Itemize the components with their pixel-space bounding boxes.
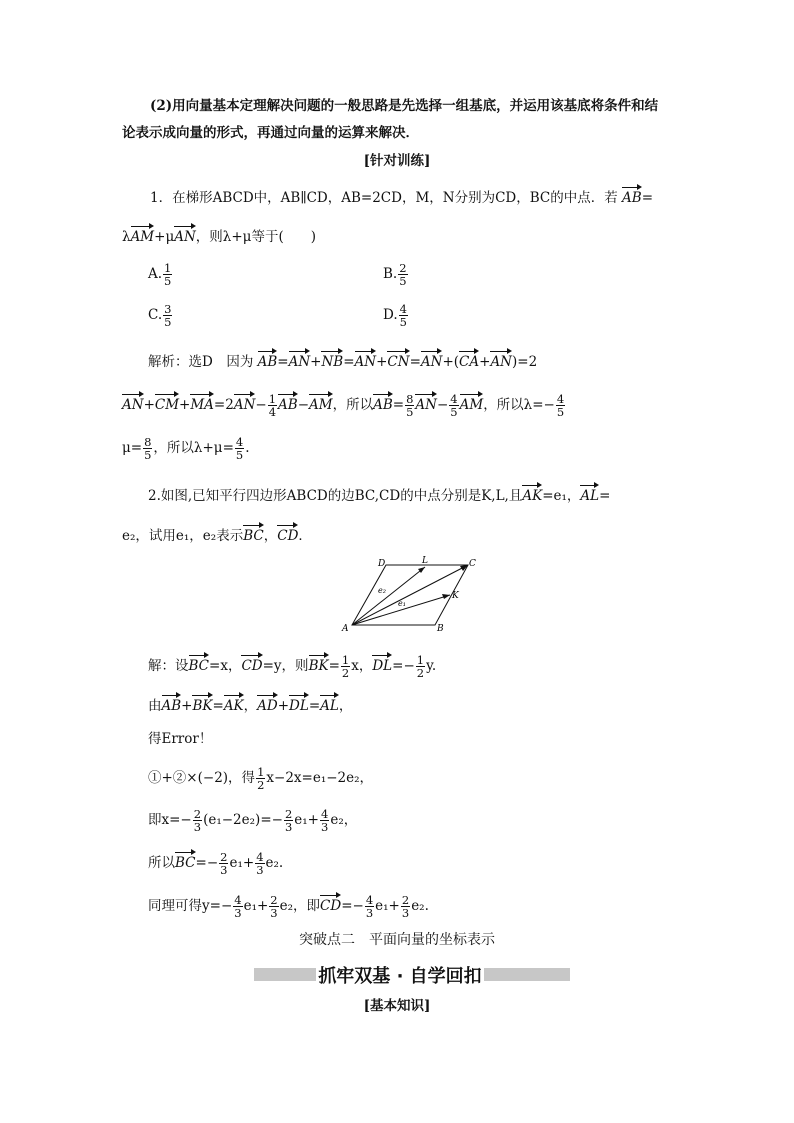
denominator: 3	[284, 820, 293, 835]
numerator: 1	[341, 653, 350, 667]
numerator: 2	[284, 807, 293, 821]
e1-plus: e₁+	[375, 898, 400, 915]
q1-text: 1．在梯形ABCD中，AB∥CD，AB=2CD，M，N分别为CD，BC的中点．若	[150, 190, 618, 206]
e2-dot: e₂.	[265, 855, 284, 872]
numerator: 2	[270, 893, 278, 907]
option-d-fraction	[399, 303, 408, 328]
vector-BK: BK	[309, 654, 329, 674]
vector-NB: NB	[321, 350, 343, 370]
numerator: 4	[234, 893, 242, 907]
banner-title: 抓牢双基 · 自学回扣	[318, 966, 482, 987]
option-a-fraction	[163, 262, 172, 287]
option-d[interactable]	[383, 303, 409, 328]
numerator: 4	[450, 392, 458, 406]
label-B: B	[437, 624, 444, 634]
denominator: 3	[220, 863, 228, 878]
fraction-1-2	[256, 766, 265, 791]
vector-BC: BC	[189, 654, 210, 674]
lambda: λ	[122, 229, 131, 245]
similarly-text: 同理可得y=−	[148, 898, 233, 915]
intro-line-1: (2)用向量基本定理解决问题的一般思路是先选择一组基底，并运用该基底将条件和结	[150, 98, 659, 114]
fraction-8-5	[405, 393, 414, 418]
denominator: 5	[164, 315, 172, 330]
q2-solution-line-4	[148, 766, 373, 791]
comma: ，	[263, 528, 278, 544]
denominator: 3	[365, 906, 374, 921]
numerator: 4	[556, 392, 565, 406]
banner-right-bar	[484, 968, 570, 981]
plus-sign: +	[179, 397, 191, 414]
numerator: 1	[416, 653, 425, 667]
q2-solution-line-1	[148, 654, 436, 679]
parallelogram-figure	[340, 555, 480, 637]
eq-y: =y，则	[262, 658, 309, 675]
denominator: 5	[406, 405, 414, 420]
fraction-2-3	[284, 808, 293, 833]
denominator: 5	[450, 405, 458, 420]
eq-sign: =	[308, 698, 321, 714]
eq-sign: =	[641, 190, 654, 206]
label-A: A	[342, 624, 349, 634]
open-paren: +(	[442, 354, 460, 370]
x-eq: 即x=−	[148, 812, 192, 829]
option-d-label: D.	[383, 307, 398, 324]
label-L: L	[422, 556, 428, 566]
q2-solution-line-2	[148, 694, 352, 714]
plus-mu: +μ	[154, 229, 175, 245]
fraction-8-5	[143, 436, 152, 461]
eq-e1: =e₁，	[542, 488, 581, 504]
q2-text-2: e₂，试用e₁，e₂表示	[122, 528, 244, 544]
arrowhead-e1	[442, 594, 450, 599]
plus-sign: +	[376, 354, 388, 370]
denominator: 5	[164, 274, 172, 289]
denominator: 2	[416, 666, 425, 681]
numerator: 3	[164, 302, 172, 316]
fraction-4-3	[233, 894, 242, 919]
vector-AM: AM	[131, 225, 155, 245]
eq-sign: =	[599, 488, 611, 504]
close-paren: )=2	[512, 354, 538, 370]
denominator: 3	[401, 906, 410, 921]
vector-AK: AK	[224, 694, 244, 714]
eq-sign: =	[409, 354, 421, 370]
numerator: 2	[399, 261, 407, 275]
option-a[interactable]	[148, 262, 173, 287]
vector-AN: AN	[355, 350, 377, 370]
q1-ask: ，则λ+μ等于( )	[195, 229, 316, 245]
vector-CN: CN	[387, 350, 409, 370]
sum-text: ，所以λ+μ=	[153, 440, 234, 457]
vector-CD: CD	[320, 894, 341, 914]
denominator: 5	[399, 274, 407, 289]
vector-AB: AB	[278, 393, 298, 413]
vector-AB: AB	[258, 350, 278, 370]
vector-DL: DL	[372, 654, 392, 674]
plus-sign: +	[181, 698, 193, 714]
denominator: 5	[556, 405, 565, 420]
fraction-4-3	[365, 894, 374, 919]
denominator: 2	[341, 666, 350, 681]
fraction-2-3	[193, 808, 202, 833]
comma: ，	[338, 698, 353, 714]
denominator: 3	[193, 820, 202, 835]
vector-AB: AB	[622, 186, 642, 206]
vector-AN: AN	[234, 393, 256, 413]
e2-then: e₂，即	[279, 898, 321, 915]
eq-sign: =	[328, 658, 340, 675]
e1-plus: e₁+	[243, 898, 269, 915]
numerator: 4	[235, 435, 244, 449]
eq-two: =2	[213, 397, 234, 414]
fraction-1-2	[341, 654, 350, 679]
fraction-2-3	[219, 851, 228, 876]
vector-AL: AL	[580, 484, 599, 504]
label-K: K	[452, 591, 459, 601]
label-e2: e₂	[378, 586, 386, 595]
fraction-1-4	[268, 393, 277, 418]
option-b-label: B.	[383, 266, 398, 283]
minus-sign: −	[255, 397, 267, 414]
vector-CA: CA	[459, 350, 479, 370]
label-C: C	[469, 559, 476, 569]
vector-AN: AN	[174, 225, 196, 245]
vector-CD: CD	[277, 524, 298, 544]
q1-solution-line-2	[122, 393, 566, 418]
q1-line-2	[122, 225, 316, 245]
vector-AN: AN	[421, 350, 443, 370]
vector-AL: AL	[320, 694, 339, 714]
plus-sign: +	[277, 698, 290, 714]
denominator: 5	[235, 448, 244, 463]
period: .	[245, 440, 250, 457]
vector-AN: AN	[415, 393, 437, 413]
denominator: 3	[321, 820, 329, 835]
fraction-2-3	[401, 894, 410, 919]
fraction-2-3	[269, 894, 278, 919]
sol-intro: 解析：选D 因为	[148, 354, 254, 370]
eq-sign: =	[392, 397, 405, 414]
q2-solution-line-5	[148, 808, 357, 833]
vector-BC: BC	[243, 524, 264, 544]
q1-solution-line-3	[122, 436, 250, 461]
vector-MA: MA	[190, 393, 214, 413]
numerator: 8	[406, 392, 414, 406]
eq-sign: =	[277, 354, 289, 370]
step-eq: x−2x=e₁−2e₂，	[266, 770, 374, 787]
eq-neg: =−	[341, 898, 364, 915]
denominator: 3	[270, 906, 278, 921]
option-c-fraction	[163, 303, 172, 328]
denominator: 3	[234, 906, 242, 921]
denominator: 3	[256, 863, 264, 878]
lambda-result: ，所以λ=−	[483, 397, 555, 414]
fraction-4-5	[449, 393, 458, 418]
vector-BK: BK	[192, 694, 212, 714]
vector-AM: AM	[309, 393, 333, 413]
vector-AN: AN	[490, 350, 512, 370]
option-a-label: A.	[148, 266, 163, 283]
numerator: 1	[164, 261, 172, 275]
q2-solution-line-7	[148, 894, 429, 919]
vector-CM: CM	[155, 393, 179, 413]
fraction-4-5	[235, 436, 244, 461]
option-b[interactable]	[383, 262, 409, 287]
section2-title: 突破点二 平面向量的坐标表示	[299, 932, 495, 948]
option-b-fraction	[398, 262, 407, 287]
vector-DL: DL	[289, 694, 309, 714]
vector-e2-line	[352, 567, 425, 625]
basic-knowledge-label: [基本知识]	[363, 998, 431, 1014]
q1-solution-line-1	[148, 350, 537, 370]
mu-eq: μ=	[122, 440, 143, 457]
vector-AB: AB	[373, 393, 393, 413]
label-D: D	[378, 559, 386, 569]
q1-line-1	[150, 186, 653, 206]
banner-left-bar	[254, 968, 316, 981]
numerator: 2	[193, 807, 202, 821]
numerator: 8	[144, 435, 152, 449]
q2-line-2	[122, 524, 312, 544]
intro-line-2: 论表示成向量的形式，再通过向量的运算来解决．	[122, 125, 419, 141]
eq-sign: =	[212, 698, 224, 714]
fraction-4-3	[320, 808, 329, 833]
vector-AM: AM	[460, 393, 484, 413]
vector-AB: AB	[162, 694, 182, 714]
eq-sign: =	[343, 354, 355, 370]
eq-neg: =−	[392, 658, 415, 675]
numerator: 4	[321, 807, 329, 821]
eq-neg: =−	[195, 855, 219, 872]
numerator: 4	[365, 893, 374, 907]
denominator: 2	[257, 778, 265, 793]
vector-AK: AK	[522, 484, 542, 504]
denominator: 4	[268, 405, 277, 420]
period: ．	[298, 528, 312, 544]
e2-comma: e₂，	[330, 812, 358, 829]
option-c[interactable]	[148, 303, 173, 328]
label-e1: e₁	[398, 599, 406, 608]
so-text: ，所以	[332, 397, 374, 414]
fraction-1-2	[416, 654, 425, 679]
plus-sign: +	[143, 397, 155, 414]
fraction-4-5	[556, 393, 565, 418]
numerator: 1	[268, 392, 277, 406]
step-text: ①+②×(−2)，得	[148, 770, 256, 787]
denominator: 5	[144, 448, 152, 463]
plus-sign: +	[310, 354, 322, 370]
q2-solution-line-6	[148, 851, 283, 876]
vector-AD: AD	[257, 694, 278, 714]
minus-sign: −	[436, 397, 449, 414]
e1-plus: e₁+	[229, 855, 255, 872]
expr: (e₁−2e₂)=−	[203, 812, 283, 829]
numerator: 2	[220, 850, 228, 864]
e2-dot: e₂.	[411, 898, 429, 915]
fraction-4-3	[255, 851, 264, 876]
comma: ，	[243, 698, 258, 714]
sol-intro: 解：设	[148, 658, 189, 675]
numerator: 1	[257, 765, 265, 779]
x-comma: x，	[351, 658, 373, 675]
vector-AN: AN	[289, 350, 311, 370]
y-dot: y.	[426, 658, 437, 675]
vector-BC: BC	[175, 851, 196, 871]
q2-solution-line-3: 得Error！	[148, 731, 213, 747]
vector-CD: CD	[241, 654, 262, 674]
plus-sign: +	[479, 354, 491, 370]
numerator: 4	[256, 850, 264, 864]
option-c-label: C.	[148, 307, 163, 324]
vector-AN: AN	[122, 393, 144, 413]
section-label-training: [针对训练]	[363, 153, 431, 169]
q2-text: 2.如图,已知平行四边形ABCD的边BC,CD的中点分别是K,L,且	[148, 488, 523, 504]
denominator: 5	[399, 315, 407, 330]
minus-sign: −	[297, 397, 310, 414]
e1-plus: e₁+	[294, 812, 319, 829]
eq-x: =x，	[209, 658, 242, 675]
by-text: 由	[148, 698, 162, 714]
so-text: 所以	[148, 855, 175, 872]
q2-line-1	[148, 484, 610, 504]
numerator: 2	[401, 893, 410, 907]
numerator: 4	[399, 302, 407, 316]
